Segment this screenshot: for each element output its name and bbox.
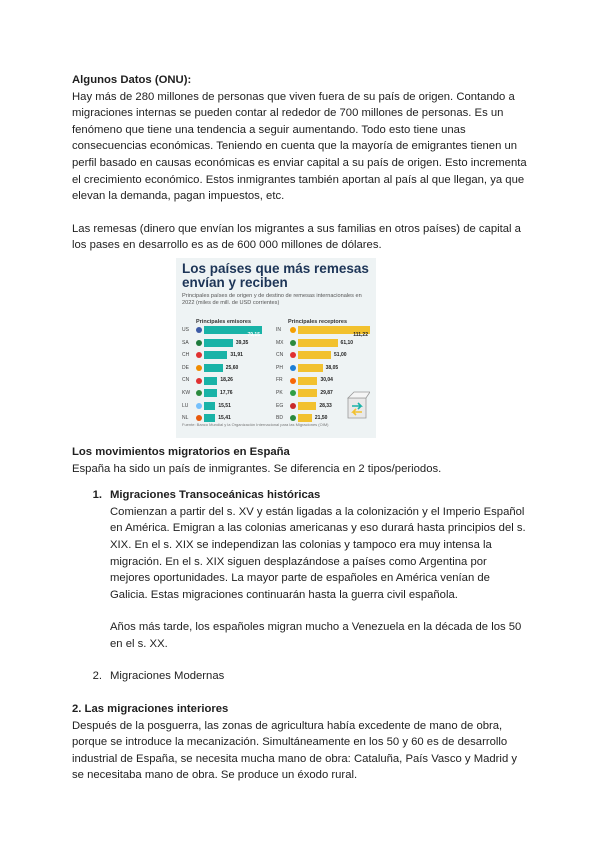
bar-value: 29,87: [320, 389, 333, 396]
bar-value: 21,50: [314, 415, 328, 422]
flag-icon: [290, 403, 296, 409]
flag-icon: [290, 327, 296, 333]
country-code: CN: [276, 352, 284, 359]
chart-row: [276, 349, 370, 362]
flag-icon: [290, 390, 296, 396]
flag-icon: [196, 390, 202, 396]
internal-migration-heading: 2. Las migraciones interiores: [72, 703, 229, 716]
bar: [204, 402, 215, 410]
flag-icon: [196, 365, 202, 371]
list-item-title: Migraciones Modernas: [110, 670, 225, 683]
country-code: MX: [276, 339, 284, 346]
bar: [298, 326, 370, 339]
country-code: BD: [276, 415, 283, 422]
internal-migration-paragraph: Después de la posguerra, las zonas de agricultura había excedente de mano de obra, porque se introduce la mecanización. Simultáneamente en los 50 y 60 es de desarrollo industrial de España, se necesita mucha mano de obra: Cataluña, País Vasco y Madrid y se necesitaba mano de obra. Se produce un éxodo rural.: [72, 719, 518, 782]
bar: [204, 389, 217, 397]
senders-label: Principales emisores: [196, 318, 252, 325]
bar: [298, 339, 338, 347]
bar-value: 61,10: [340, 339, 354, 346]
remittance-paragraph: Las remesas (dinero que envían los migrantes a sus familias en otros países) de capital a los pases en desarrollo es as de 600 000 millones de dólares.: [72, 222, 521, 252]
flag-icon: [290, 378, 296, 384]
bar: [298, 364, 323, 372]
country-code: CH: [182, 352, 190, 359]
infographic-subtitle: Principales países de origen y de destino de remesas internacionales en 2022 (miles de mill. de USD corrientes): [182, 292, 362, 306]
bar: [298, 402, 316, 410]
bar-value: 39,35: [235, 339, 249, 346]
bar-value: 15,51: [218, 402, 231, 409]
bar-value: 38,05: [325, 364, 339, 371]
country-code: IN: [276, 326, 281, 333]
country-code: KW: [182, 389, 191, 396]
country-code: CN: [182, 377, 190, 384]
data-paragraph: Hay más de 280 millones de personas que viven fuera de su país de origen. Contando a migraciones internas se pueden contar al rededor de 700 millones de personas. Es un fenómeno que tiene una tendencia a seguir aumentando. Todo esto tiene unas consecuencias económicas. Teniendo en cuenta que la mayoría de emigrantes tienen un perfil basado en causas económicas es enviar capital a su país de origen. Esto incrementa el crecimiento económico. Estos inmigrantes también aportan al país al que llegan, ya que elevan la demanda, pagan impuestos, etc.: [72, 90, 527, 203]
bar-value: 111,22: [353, 332, 368, 339]
bar-value: 28,33: [319, 402, 332, 409]
bar: [204, 351, 227, 359]
bar: [204, 377, 217, 385]
country-code: SA: [182, 339, 189, 346]
list-item: [72, 487, 528, 652]
country-code: FR: [276, 377, 283, 384]
bar-value: 31,91: [230, 352, 243, 359]
chart-row: [276, 324, 370, 337]
country-code: DE: [182, 364, 189, 371]
flag-icon: [290, 340, 296, 346]
country-code: LU: [182, 402, 189, 409]
country-code: PK: [276, 389, 283, 396]
package-icon: [344, 390, 370, 420]
bar-value: 79,15: [247, 332, 260, 339]
flag-icon: [196, 378, 202, 384]
bar-value: 18,26: [220, 377, 233, 384]
flag-icon: [196, 340, 202, 346]
flag-icon: [290, 352, 296, 358]
country-code: PH: [276, 364, 283, 371]
remittance-infographic: [176, 258, 376, 438]
infographic-title: Los países que más remesas envían y reciben: [182, 260, 369, 290]
bar-value: 17,76: [220, 389, 233, 396]
list-item-paragraph: Comienzan a partir del s. XV y están ligadas a la colonización y el Imperio Español en América. Emigran a las colonias americanas y eso durará hasta principios del s. XIX. En el s. XIX se independizan las colonias y tampoco era muy intensa la migración. En el s. XIX siguen desplazándose a países como Argentina por mejores oportunidades. La mayor parte de españoles en América venían de Galicia. Estas migraciones continuarán hasta la guerra civil española.: [110, 505, 526, 601]
data-heading: Algunos Datos (ONU):: [72, 74, 192, 86]
bar: [298, 389, 317, 397]
flag-icon: [290, 365, 296, 371]
bar: [204, 326, 262, 339]
list-number: 2.: [92, 670, 102, 683]
bar-value: 30,04: [320, 377, 333, 384]
bar: [204, 364, 223, 372]
country-code: US: [182, 326, 189, 333]
bar: [298, 351, 331, 359]
list-item: [72, 668, 528, 685]
infographic-source: Fuente: Banco Mundial y la Organización Internacional para las Migraciones (OIM): [182, 422, 329, 428]
spain-intro: España ha sido un país de inmigrantes. Se diferencia en 2 tipos/periodos.: [72, 462, 442, 475]
bar-value: 15,41: [218, 415, 231, 422]
country-code: NL: [182, 415, 189, 422]
bar: [204, 339, 233, 347]
receivers-label: Principales receptores: [288, 318, 348, 325]
document-page: [72, 72, 528, 784]
bar-value: 51,00: [334, 352, 347, 359]
country-code: EG: [276, 402, 284, 409]
bar: [298, 377, 317, 385]
list-item-paragraph: Años más tarde, los españoles migran mucho a Venezuela en la década de los 50 en el s. XX.: [110, 621, 522, 650]
bar-value: 25,60: [225, 364, 239, 371]
senders-chart: [182, 324, 262, 425]
list-number: 1.: [92, 489, 102, 502]
migration-list: [72, 487, 528, 685]
flag-icon: [196, 327, 202, 333]
spain-heading: Los movimientos migratorios en España: [72, 445, 290, 458]
list-item-title: Migraciones Transoceánicas históricas: [110, 489, 321, 502]
flag-icon: [196, 352, 202, 358]
flag-icon: [196, 403, 202, 409]
